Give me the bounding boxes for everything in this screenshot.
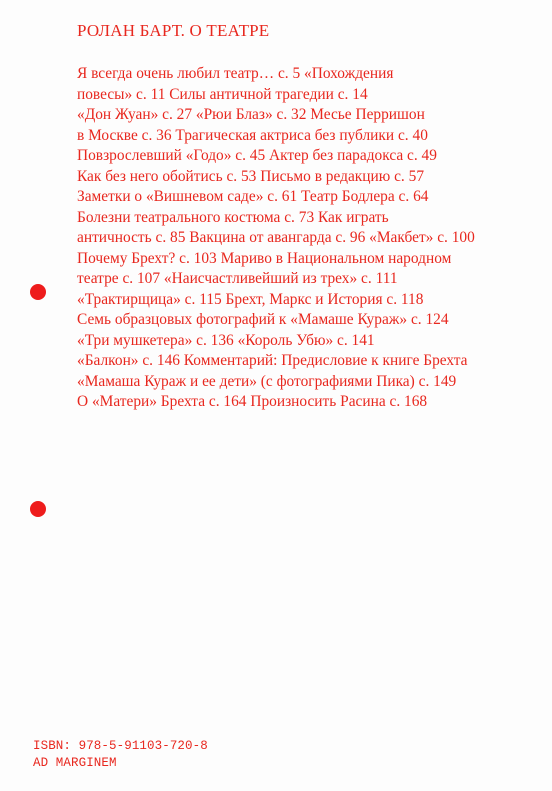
toc-line: в Москве с. 36 Трагическая актриса без публики с. 40 xyxy=(77,126,428,144)
publisher-name: AD MARGINEM xyxy=(33,756,117,770)
table-of-contents xyxy=(77,64,537,413)
toc-line: античность с. 85 Вакцина от авангарда с. 96 «Макбет» с. 100 xyxy=(77,229,475,246)
toc-line: «Дон Жуан» с. 27 «Рюи Блаз» с. 32 Месье Перришон xyxy=(77,106,425,123)
toc-line: Почему Брехт? с. 103 Мариво в Национальном народном xyxy=(77,249,452,267)
toc-line: «Балкон» с. 146 Комментарий: Предисловие к книге Брехта xyxy=(77,352,468,369)
isbn-text: ISBN: 978-5-91103-720-8 xyxy=(33,739,208,753)
red-dot-marker xyxy=(30,284,46,300)
imprint xyxy=(33,738,208,772)
toc-line: «Три мушкетера» с. 136 «Король Убю» с. 141 xyxy=(77,331,375,349)
toc-line: «Трактирщица» с. 115 Брехт, Маркс и История с. 118 xyxy=(77,290,424,308)
toc-line: «Мамаша Кураж и ее дети» (с фотографиями Пика) с. 149 xyxy=(77,372,457,390)
toc-line: Болезни театрального костюма с. 73 Как играть xyxy=(77,208,389,226)
book-title: РОЛАН БАРТ. О ТЕАТРЕ xyxy=(77,21,270,40)
toc-line: театре с. 107 «Наисчастливейший из трех» с. 111 xyxy=(77,270,398,287)
toc-line: Семь образцовых фотографий к «Мамаше Кураж» с. 124 xyxy=(77,311,449,328)
toc-line: Как без него обойтись с. 53 Письмо в редакцию с. 57 xyxy=(77,167,425,185)
toc-line: Повзрослевший «Годо» с. 45 Актер без парадокса с. 49 xyxy=(77,147,437,164)
toc-line: повесы» с. 11 Силы античной трагедии с. 14 xyxy=(77,85,368,103)
red-dot-marker xyxy=(30,501,46,517)
toc-line: Заметки о «Вишневом саде» с. 61 Театр Бодлера с. 64 xyxy=(77,188,429,205)
toc-line: О «Матери» Брехта с. 164 Произносить Расина с. 168 xyxy=(77,393,428,410)
toc-line: Я всегда очень любил театр… с. 5 «Похождения xyxy=(77,65,394,82)
